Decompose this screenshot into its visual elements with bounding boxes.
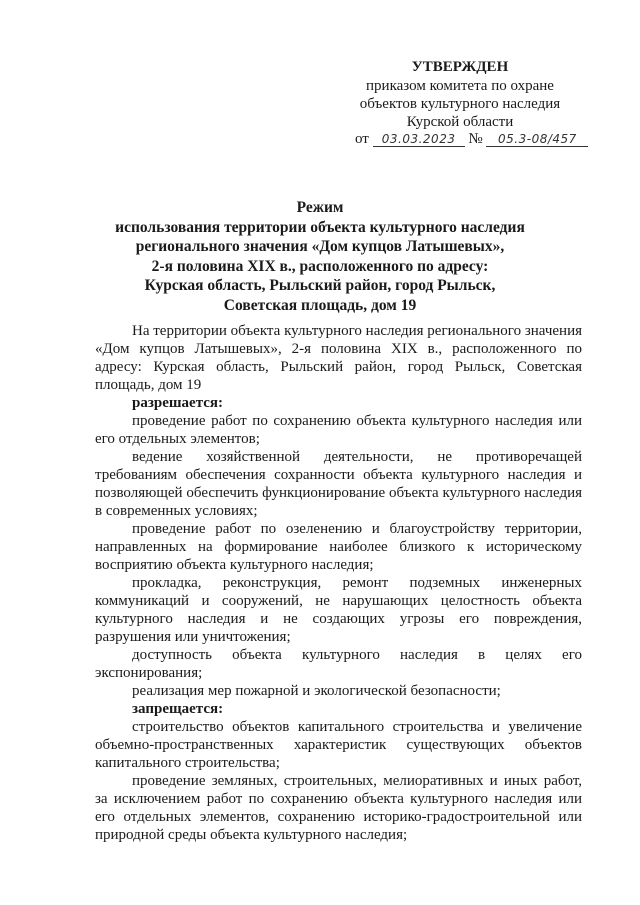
date-prefix: от: [355, 131, 369, 147]
allowed-item: прокладка, реконструкция, ремонт подземных инженерных коммуникаций и сооружений, не нарушающих целостность объекта культурного наследия и не создающих угрозы его повреждения, разрушения или уничтожения;: [95, 575, 582, 645]
allowed-item: реализация мер пожарной и экологической безопасности;: [132, 683, 501, 699]
allowed-item: проведение работ по озеленению и благоустройству территории, направленных на формирование наиболее близкого к историческому восприятию объекта культурного наследия;: [95, 521, 582, 573]
approval-line: Курской области: [406, 114, 514, 130]
allowed-item: ведение хозяйственной деятельности, не противоречащей требованиям обеспечения сохранности объекта культурного наследия и позволяющей обеспечить функционирование объекта культурного наследия в современных условиях;: [95, 449, 582, 519]
intro-paragraph: На территории объекта культурного наследия регионального значения «Дом купцов Латышевых», 2-я половина XIX в., расположенного по адресу: Курская область, Рыльский район, город Рыльск, Советская площадь, дом 19: [95, 323, 582, 393]
approval-line: приказом комитета по охране: [366, 78, 554, 94]
title-line: Режим: [296, 199, 344, 216]
document-title: [95, 198, 545, 315]
allowed-item: доступность объекта культурного наследия в целях его экспонирования;: [95, 647, 582, 681]
allowed-label: разрешается:: [132, 395, 224, 411]
approval-number: 05.3-08/457: [486, 132, 588, 147]
forbidden-label: запрещается:: [132, 701, 224, 717]
approval-date-line: [355, 131, 588, 148]
title-line: Курская область, Рыльский район, город Рыльск,: [144, 277, 496, 294]
document-body: [95, 322, 582, 844]
title-line: использования территории объекта культурного наследия: [115, 218, 525, 236]
approval-block: [340, 58, 580, 131]
allowed-item: проведение работ по сохранению объекта культурного наследия или его отдельных элементов;: [95, 413, 582, 447]
approval-date: 03.03.2023: [373, 132, 465, 147]
forbidden-item: строительство объектов капитального строительства и увеличение объемно-пространственных характеристик существующих объектов капитального строительства;: [95, 719, 582, 771]
title-line: регионального значения «Дом купцов Латышевых»,: [135, 238, 505, 255]
approval-heading: УТВЕРЖДЕН: [411, 59, 509, 75]
forbidden-item: проведение земляных, строительных, мелиоративных и иных работ, за исключением работ по сохранению объекта культурного наследия или его отдельных элементов, сохранению историко-градостроительной или природной среды объекта культурного наследия;: [95, 773, 582, 843]
approval-line: объектов культурного наследия: [359, 96, 561, 112]
title-line: 2-я половина XIX в., расположенного по адресу:: [151, 257, 489, 275]
title-line: Советская площадь, дом 19: [223, 296, 417, 314]
number-sign: №: [468, 131, 483, 147]
